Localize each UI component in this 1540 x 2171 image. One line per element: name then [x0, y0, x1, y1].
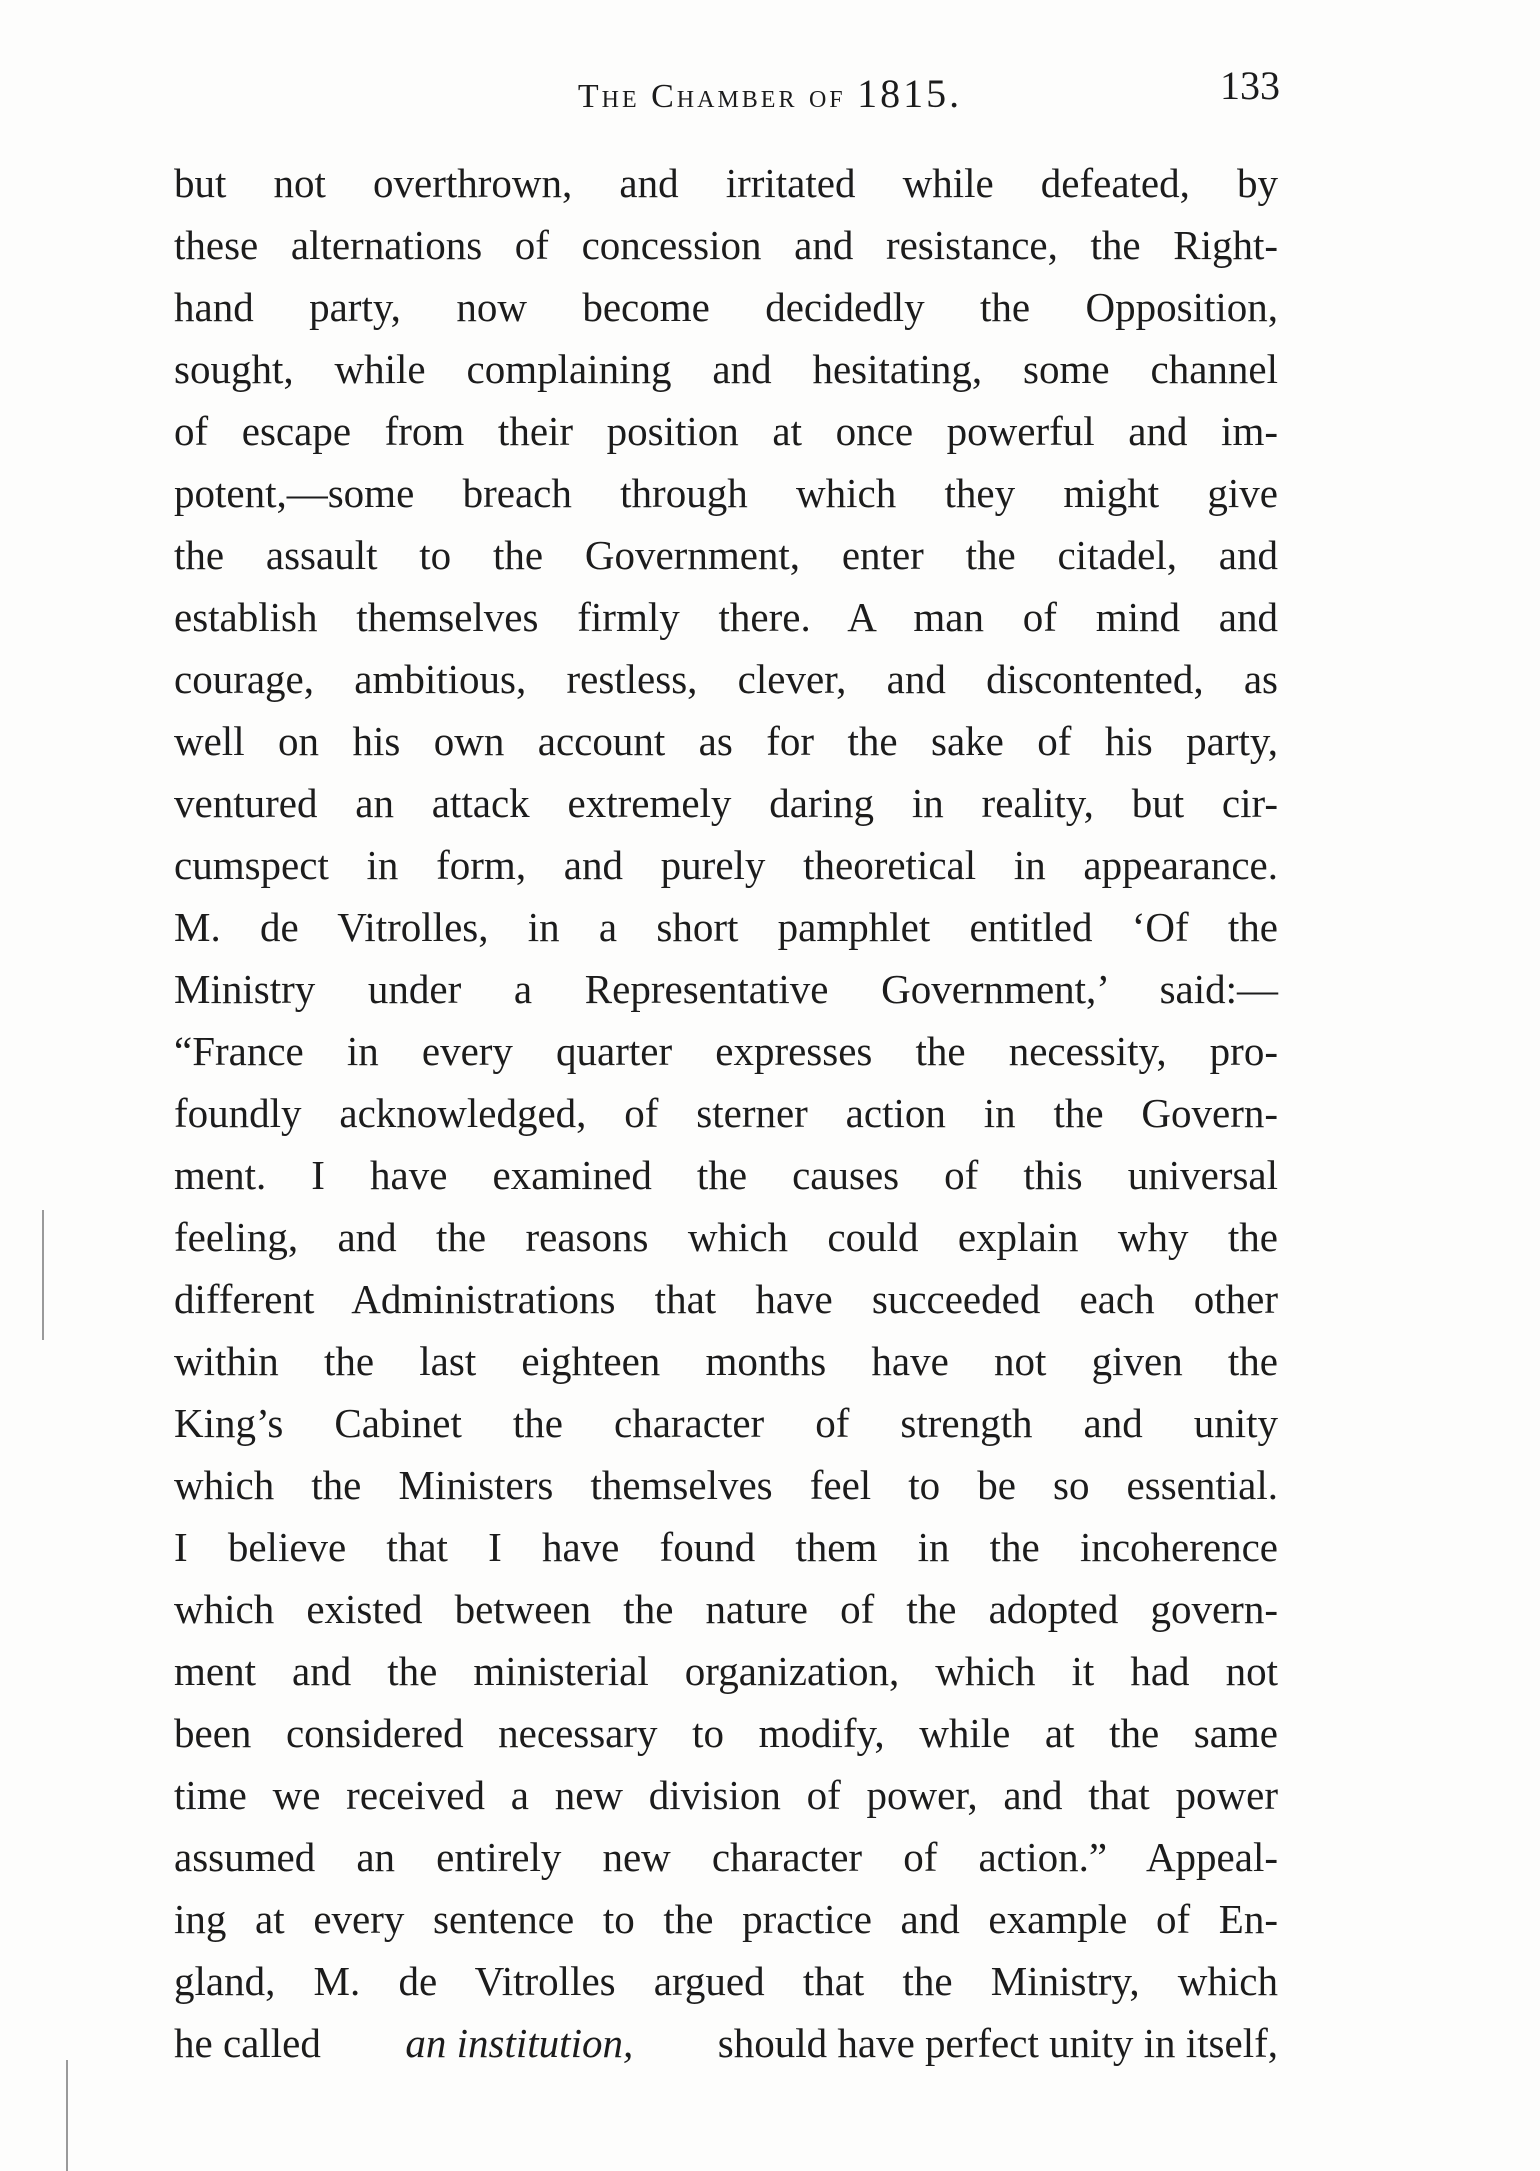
running-title: The Chamber of 1815. [577, 71, 963, 116]
text-line: different Administrations that have succeeded each other [174, 1276, 1278, 1322]
text-line: which existed between the nature of the adopted govern- [174, 1586, 1278, 1632]
text-line: within the last eighteen months have not given the [174, 1338, 1278, 1384]
text-segment: should have perfect unity in itself, [717, 2020, 1278, 2066]
text-line: ventured an attack extremely daring in reality, but cir- [174, 780, 1278, 826]
scan-margin-mark [66, 2060, 68, 2171]
text-line: cumspect in form, and purely theoretical in appearance. [174, 842, 1278, 888]
text-line: assumed an entirely new character of action.” Appeal- [174, 1834, 1278, 1880]
text-line: M. de Vitrolles, in a short pamphlet entitled ‘Of the [174, 904, 1278, 950]
text-line: Ministry under a Representative Government,’ said:— [174, 966, 1278, 1012]
text-line: sought, while complaining and hesitating, some channel [174, 346, 1278, 392]
text-line: been considered necessary to modify, while at the same [174, 1710, 1278, 1756]
text-line: King’s Cabinet the character of strength and unity [174, 1400, 1278, 1446]
text-line-last [174, 2012, 1278, 2074]
text-line: ment and the ministerial organization, which it had not [174, 1648, 1278, 1694]
text-line: ment. I have examined the causes of this universal [174, 1152, 1278, 1198]
text-line: hand party, now become decidedly the Opposition, [174, 284, 1278, 330]
text-line: of escape from their position at once powerful and im- [174, 408, 1278, 454]
text-line: foundly acknowledged, of sterner action in the Govern- [174, 1090, 1278, 1136]
text-segment: he called [174, 2020, 321, 2066]
text-line: establish themselves firmly there. A man of mind and [174, 594, 1278, 640]
text-line: time we received a new division of power, and that power [174, 1772, 1278, 1818]
scan-margin-mark [42, 1210, 44, 1340]
page-number: 133 [1220, 63, 1280, 108]
text-line: well on his own account as for the sake of his party, [174, 718, 1278, 764]
body-text [174, 152, 1278, 2074]
text-line: which the Ministers themselves feel to be so essential. [174, 1462, 1278, 1508]
text-line: potent,—some breach through which they might give [174, 470, 1278, 516]
text-line: I believe that I have found them in the incoherence [174, 1524, 1278, 1570]
text-line: feeling, and the reasons which could explain why the [174, 1214, 1278, 1260]
text-line: gland, M. de Vitrolles argued that the Ministry, which [174, 1958, 1278, 2004]
text-line: ing at every sentence to the practice and example of En- [174, 1896, 1278, 1942]
text-line: courage, ambitious, restless, clever, and discontented, as [174, 656, 1278, 702]
italic-phrase: an institution, [405, 2020, 634, 2066]
text-line: but not overthrown, and irritated while defeated, by [174, 160, 1278, 206]
text-line: the assault to the Government, enter the citadel, and [174, 532, 1278, 578]
text-line: “France in every quarter expresses the necessity, pro- [174, 1028, 1278, 1074]
text-line: these alternations of concession and resistance, the Right- [174, 222, 1278, 268]
